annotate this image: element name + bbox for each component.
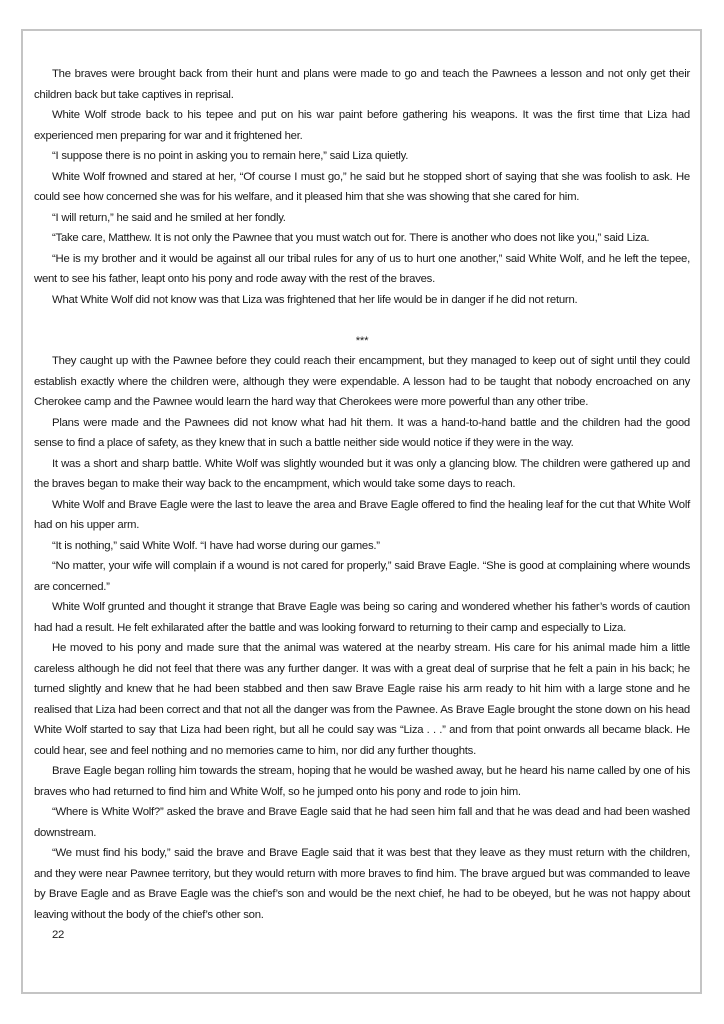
paragraph: Plans were made and the Pawnees did not know what had hit them. It was a hand-to-hand battle and the children had the good sense to find a place of safety, as they knew that in such a battle neither side would notice if they were in the way.	[34, 416, 690, 449]
page-number: 22	[52, 929, 65, 941]
paragraph: “I suppose there is no point in asking you to remain here,” said Liza quietly.	[52, 150, 409, 162]
page-body	[34, 64, 690, 946]
paragraph: “No matter, your wife will complain if a wound is not cared for properly,” said Brave Eagle. “She is good at complaining where wounds are concerned.”	[34, 560, 690, 593]
paragraph: It was a short and sharp battle. White Wolf was slightly wounded but it was only a glancing blow. The children were gathered up and the braves began to make their way back to the encampment, which would take some days to reach.	[34, 457, 690, 490]
paragraph: “We must find his body,” said the brave and Brave Eagle said that it was best that they leave as they must return with the children, and they were near Pawnee territory, but they would return with more braves to find him. The brave argued but was commanded to leave by Brave Eagle and as Brave Eagle was the chief’s son and would be the next chief, he had to be obeyed, but he was not happy about leaving without the body of the chief’s other son.	[34, 847, 690, 921]
paragraph: White Wolf and Brave Eagle were the last to leave the area and Brave Eagle offered to find the healing leaf for the cut that White Wolf had on his upper arm.	[34, 498, 690, 531]
paragraph: “He is my brother and it would be against all our tribal rules for any of us to hurt one another,” said White Wolf, and he left the tepee, went to see his father, leapt onto his pony and rode away with the rest of the braves.	[34, 252, 690, 285]
paragraph: “I will return,” he said and he smiled at her fondly.	[52, 211, 286, 224]
paragraph: “It is nothing,” said White Wolf. “I have had worse during our games.”	[52, 539, 380, 552]
paragraph: “Take care, Matthew. It is not only the Pawnee that you must watch out for. There is another who does not like you,” said Liza.	[52, 232, 650, 244]
paragraph: He moved to his pony and made sure that the animal was watered at the nearby stream. His care for his animal made him a little careless although he did not feel that there was any further danger. It was with a great deal of surprise that he felt a pain in his back; he turned slightly and knew that he had been stabbed and then saw Brave Eagle raise his arm ready to hit him with a large stone and he realised that Liza had been correct and that not all the danger was from the Pawnee. As Brave Eagle brought the stone down on his head White Wolf started to say that Liza had been right, but all he could say was “Liza . . .” and from that point onwards all became black. He could hear, see and feel nothing and no memories came to him, nor did any further thoughts.	[34, 642, 690, 757]
paragraph: The braves were brought back from their hunt and plans were made to go and teach the Pawnees a lesson and not only get their children back but take captives in reprisal.	[34, 68, 690, 101]
paragraph: What White Wolf did not know was that Liza was frightened that her life would be in danger if he did not return.	[52, 293, 578, 306]
paragraph: White Wolf frowned and stared at her, “Of course I must go,” he said but he stopped short of saying that she was foolish to ask. He could see how concerned she was for his welfare, and it pleased him that she was showing that she cared for him.	[34, 170, 690, 203]
section-separator: ***	[355, 334, 369, 347]
paragraph: They caught up with the Pawnee before they could reach their encampment, but they managed to keep out of sight until they could establish exactly where the children were, although they were expendable. A lesson had to be taught that nobody encroached on any Cherokee camp and the Pawnee would learn the hard way that Cherokees were more powerful than any other tribe.	[34, 355, 690, 408]
document-page	[21, 29, 702, 994]
paragraph: White Wolf grunted and thought it strange that Brave Eagle was being so caring and wondered whether his father’s words of caution had had a result. He felt exhilarated after the battle and was looking forward to returning to their camp and especially to Liza.	[34, 601, 690, 634]
paragraph: Brave Eagle began rolling him towards the stream, hoping that he would be washed away, but he heard his name called by one of his braves who had returned to find him and White Wolf, so he jumped onto his pony and rode to join him.	[34, 765, 690, 798]
paragraph: White Wolf strode back to his tepee and put on his war paint before gathering his weapons. It was the first time that Liza had experienced men preparing for war and it frightened her.	[34, 109, 690, 142]
paragraph: “Where is White Wolf?” asked the brave and Brave Eagle said that he had seen him fall and that he was dead and had been washed downstream.	[34, 806, 690, 839]
